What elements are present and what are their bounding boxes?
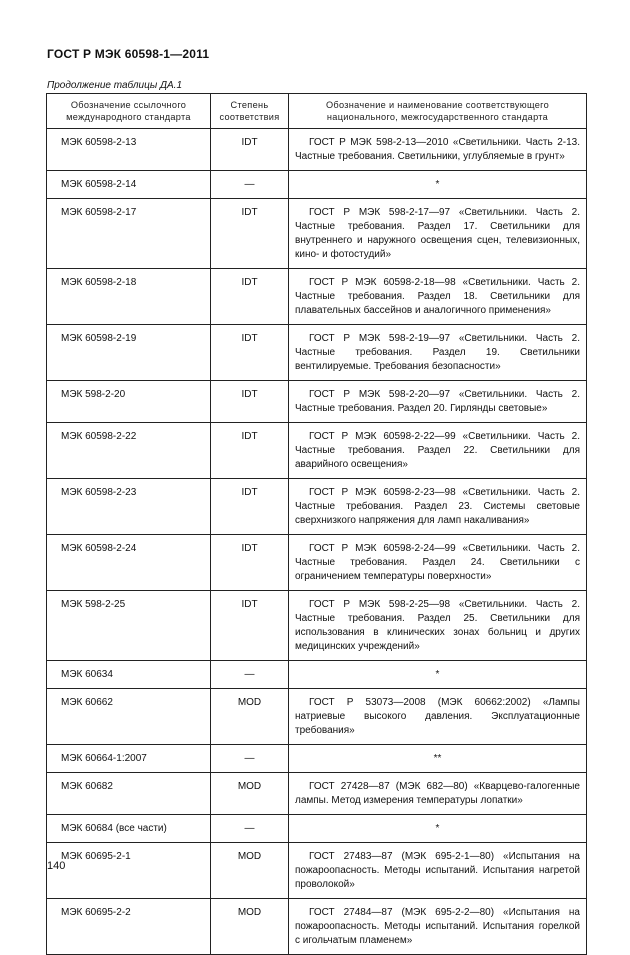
table-row xyxy=(47,591,587,661)
table-row xyxy=(47,899,587,955)
national-standard-text: ГОСТ Р МЭК 598-2-25—98 «Светильники. Часть 2. Частные требования. Раздел 25. Светильники для использования в клинических зонах больниц и других медицинских учреждений» xyxy=(295,599,580,652)
table-row xyxy=(47,815,587,843)
reference-standard-cell: МЭК 60695-2-1 xyxy=(47,843,211,899)
table-row xyxy=(47,171,587,199)
national-standard-text: ГОСТ Р МЭК 598-2-19—97 «Светильники. Часть 2. Частные требования. Раздел 19. Светильники вентилируемые. Требования безопасности» xyxy=(295,333,580,372)
national-standard-cell xyxy=(289,899,587,955)
reference-standard-cell: МЭК 60695-2-2 xyxy=(47,899,211,955)
national-standard-cell xyxy=(289,689,587,745)
national-standard-cell xyxy=(289,815,587,843)
degree-cell: IDT xyxy=(211,479,289,535)
national-standard-cell xyxy=(289,129,587,171)
table-row xyxy=(47,269,587,325)
standards-table xyxy=(46,93,587,955)
national-standard-text: ГОСТ 27428—87 (МЭК 682—80) «Кварцево-галогенные лампы. Метод измерения температуры лопатки» xyxy=(295,781,580,806)
degree-cell: — xyxy=(211,745,289,773)
national-standard-text: * xyxy=(435,669,440,680)
national-standard-text: ГОСТ 27484—87 (МЭК 695-2-2—80) «Испытания на пожароопасность. Методы испытаний. Испытания горелкой с игольчатым пламенем» xyxy=(295,907,580,946)
national-standard-text: ГОСТ Р МЭК 598-2-13—2010 «Светильники. Часть 2-13. Частные требования. Светильники, углубляемые в грунт» xyxy=(295,137,580,162)
degree-cell: IDT xyxy=(211,269,289,325)
table-row xyxy=(47,381,587,423)
national-standard-text: ГОСТ Р МЭК 598-2-17—97 «Светильники. Часть 2. Частные требования. Раздел 17. Светильники для внутреннего и наружного освещения сцен, телевизионных, кино- и фотостудий» xyxy=(295,207,580,260)
reference-standard-cell: МЭК 60682 xyxy=(47,773,211,815)
degree-cell: IDT xyxy=(211,129,289,171)
national-standard-text: ГОСТ Р МЭК 60598-2-22—99 «Светильники. Часть 2. Частные требования. Раздел 22. Светильники для аварийного освещения» xyxy=(295,431,580,470)
table-row xyxy=(47,129,587,171)
table-row xyxy=(47,199,587,269)
header-reference-standard: Обозначение ссылочного международного стандарта xyxy=(47,94,211,129)
national-standard-text: ГОСТ Р МЭК 60598-2-24—99 «Светильники. Часть 2. Частные требования. Раздел 24. Светильники с ограничением температуры поверхности» xyxy=(295,543,580,582)
national-standard-text: ГОСТ Р 53073—2008 (МЭК 60662:2002) «Лампы натриевые высокого давления. Эксплуатационные требования» xyxy=(295,697,580,736)
table-row xyxy=(47,479,587,535)
national-standard-text: * xyxy=(435,823,440,834)
degree-cell: IDT xyxy=(211,381,289,423)
degree-cell: — xyxy=(211,815,289,843)
reference-standard-cell: МЭК 60598-2-14 xyxy=(47,171,211,199)
national-standard-cell xyxy=(289,269,587,325)
degree-cell: IDT xyxy=(211,535,289,591)
national-standard-text: ** xyxy=(433,753,442,764)
table-row xyxy=(47,325,587,381)
table-caption: Продолжение таблицы ДА.1 xyxy=(47,80,183,91)
table-header-row xyxy=(47,94,587,129)
reference-standard-cell: МЭК 60598-2-22 xyxy=(47,423,211,479)
table-row xyxy=(47,745,587,773)
national-standard-text: ГОСТ Р МЭК 60598-2-23—98 «Светильники. Часть 2. Частные требования. Раздел 23. Системы световые сверхнизкого напряжения для ламп накаливания» xyxy=(295,487,580,526)
header-degree-of-conformity: Степень соответствия xyxy=(211,94,289,129)
national-standard-cell xyxy=(289,773,587,815)
table-row xyxy=(47,661,587,689)
national-standard-text: * xyxy=(435,179,440,190)
header-national-standard: Обозначение и наименование соответствующего национального, межгосударственного стандарта xyxy=(289,94,587,129)
degree-cell: IDT xyxy=(211,325,289,381)
degree-cell: MOD xyxy=(211,899,289,955)
national-standard-cell xyxy=(289,745,587,773)
reference-standard-cell: МЭК 598-2-25 xyxy=(47,591,211,661)
reference-standard-cell: МЭК 60662 xyxy=(47,689,211,745)
table-row xyxy=(47,535,587,591)
reference-standard-cell: МЭК 60684 (все части) xyxy=(47,815,211,843)
document-title: ГОСТ Р МЭК 60598-1—2011 xyxy=(47,47,210,61)
national-standard-cell xyxy=(289,843,587,899)
national-standard-cell xyxy=(289,591,587,661)
degree-cell: IDT xyxy=(211,199,289,269)
degree-cell: MOD xyxy=(211,689,289,745)
table-row xyxy=(47,423,587,479)
reference-standard-cell: МЭК 60598-2-23 xyxy=(47,479,211,535)
national-standard-cell xyxy=(289,381,587,423)
national-standard-cell xyxy=(289,535,587,591)
reference-standard-cell: МЭК 60634 xyxy=(47,661,211,689)
table-row xyxy=(47,843,587,899)
table-row xyxy=(47,773,587,815)
page-number: 140 xyxy=(47,860,66,872)
reference-standard-cell: МЭК 60598-2-24 xyxy=(47,535,211,591)
national-standard-cell xyxy=(289,661,587,689)
degree-cell: — xyxy=(211,171,289,199)
national-standard-cell xyxy=(289,479,587,535)
national-standard-cell xyxy=(289,171,587,199)
national-standard-text: ГОСТ 27483—87 (МЭК 695-2-1—80) «Испытания на пожароопасность. Методы испытаний. Испытания нагретой проволокой» xyxy=(295,851,580,890)
degree-cell: IDT xyxy=(211,591,289,661)
national-standard-text: ГОСТ Р МЭК 60598-2-18—98 «Светильники. Часть 2. Частные требования. Раздел 18. Светильники для плавательных бассейнов и аналогичного применения» xyxy=(295,277,580,316)
reference-standard-cell: МЭК 60598-2-19 xyxy=(47,325,211,381)
degree-cell: MOD xyxy=(211,843,289,899)
national-standard-cell xyxy=(289,423,587,479)
reference-standard-cell: МЭК 598-2-20 xyxy=(47,381,211,423)
degree-cell: IDT xyxy=(211,423,289,479)
national-standard-text: ГОСТ Р МЭК 598-2-20—97 «Светильники. Часть 2. Частные требования. Раздел 20. Гирлянды световые» xyxy=(295,389,580,414)
reference-standard-cell: МЭК 60664-1:2007 xyxy=(47,745,211,773)
degree-cell: MOD xyxy=(211,773,289,815)
reference-standard-cell: МЭК 60598-2-13 xyxy=(47,129,211,171)
table-row xyxy=(47,689,587,745)
reference-standard-cell: МЭК 60598-2-17 xyxy=(47,199,211,269)
national-standard-cell xyxy=(289,199,587,269)
reference-standard-cell: МЭК 60598-2-18 xyxy=(47,269,211,325)
national-standard-cell xyxy=(289,325,587,381)
degree-cell: — xyxy=(211,661,289,689)
